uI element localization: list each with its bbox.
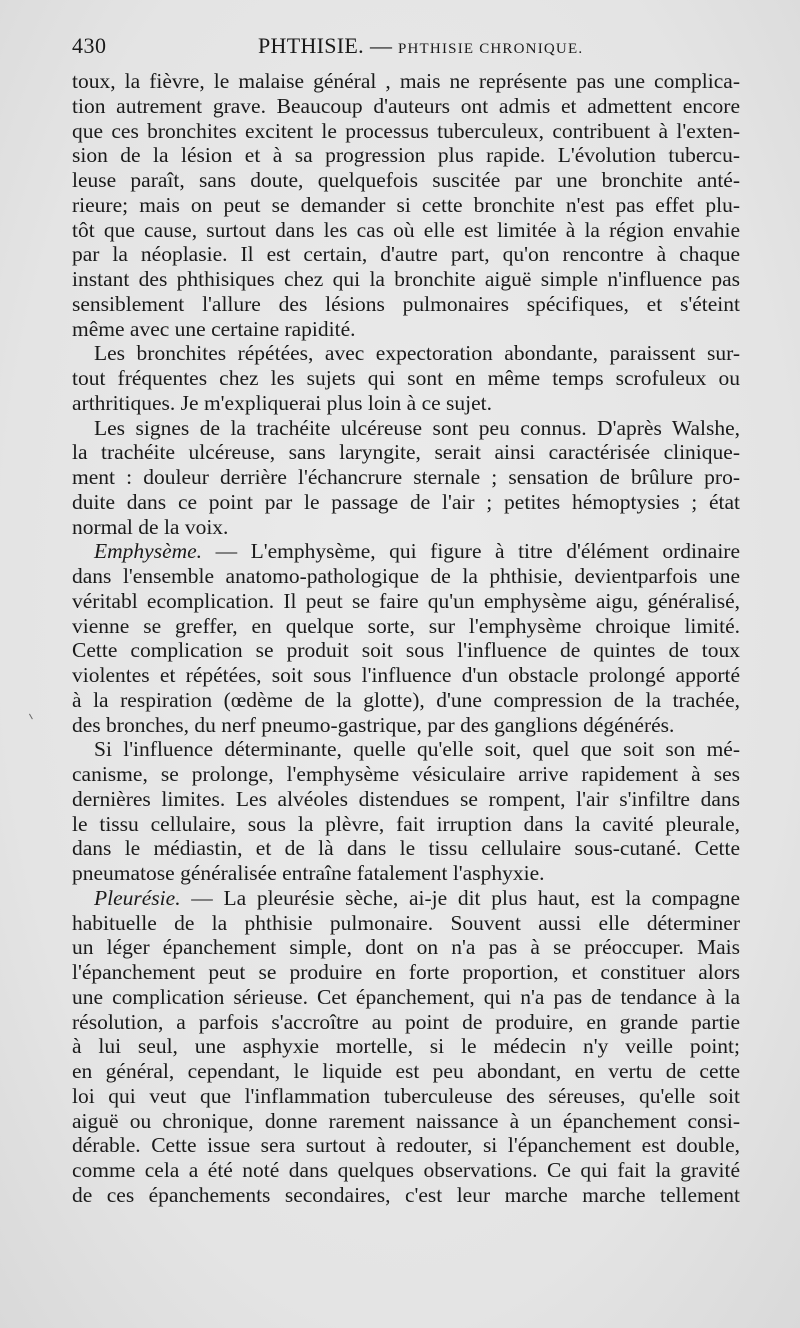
running-title-separator: —: [369, 33, 392, 58]
text-line: à lui seul, une asphyxie mortelle, si le médecin n'y veille point;: [72, 1034, 740, 1059]
paragraph: [72, 416, 740, 540]
text-line: tion autrement grave. Beaucoup d'auteurs ont admis et admettent encore: [72, 93, 740, 118]
text-line: sensiblement l'allure des lésions pulmonaires spécifiques, et s'éteint: [72, 291, 740, 316]
text-line: dans l'ensemble anatomo-pathologique de la phthisie, devientparfois une: [72, 564, 740, 588]
text-line: dérable. Cette issue sera surtout à redouter, si l'épanchement est double,: [72, 1133, 740, 1158]
text-line: arthritiques. Je m'expliquerai plus loin à ce sujet.: [72, 390, 493, 415]
text-line: tout fréquentes chez les sujets qui sont en même temps scrofuleux ou: [72, 366, 740, 390]
text-line: ment : douleur derrière l'échancrure sternale ; sensation de brûlure pro-: [72, 465, 740, 489]
section-lead-pleuresie: Pleurésie.: [94, 885, 181, 910]
text-line: de ces épanchements secondaires, c'est leur marche marche tellement: [72, 1182, 740, 1207]
text-line-rest: — L'emphysème, qui figure à titre d'élément ordinaire: [202, 539, 740, 564]
text-line: duite dans ce point par le passage de l'air ; petites hémoptysies ; état: [72, 489, 740, 514]
text-line: comme cela a été noté dans quelques observations. Ce qui fait la gravité: [72, 1158, 740, 1182]
text-line: tôt que cause, surtout dans les cas où elle est limitée à la région envahie: [72, 217, 740, 242]
text-line: Si l'influence déterminante, quelle qu'elle soit, quel que soit son mé-: [94, 737, 740, 762]
text-line: une complication sérieuse. Cet épanchement, qui n'a pas de tendance à la: [72, 984, 740, 1009]
paragraph-pleuresie: [72, 886, 740, 1208]
text-line: canisme, se prolonge, l'emphysème vésiculaire arrive rapidement à ses: [72, 762, 740, 786]
page-header: [72, 33, 740, 63]
text-line: un léger épanchement simple, dont on n'a pas à se préoccuper. Mais: [72, 935, 740, 960]
text-line: que ces bronchites excitent le processus tuberculeux, contribuent à l'exten-: [72, 118, 740, 143]
text-line: le tissu cellulaire, sous la plèvre, fait irruption dans la cavité pleurale,: [72, 811, 740, 836]
running-title: [258, 33, 583, 59]
text-line: aiguë ou chronique, donne rarement naissance à un épanchement consi-: [72, 1108, 740, 1133]
text-line: sion de la lésion et à sa progression plus rapide. L'évolution tubercu-: [72, 143, 740, 168]
text-line: en général, cependant, le liquide est peu abondant, en vertu de cette: [72, 1059, 740, 1083]
text-line: l'épanchement peut se produire en forte proportion, et constituer alors: [72, 960, 740, 984]
text-line: instant des phthisiques chez qui la bronchite aiguë simple n'influence pas: [72, 267, 740, 291]
text-line: vienne se greffer, en quelque sorte, sur l'emphysème chroique limité.: [72, 613, 740, 638]
text-line: Les bronchites répétées, avec expectoration abondante, paraissent sur-: [94, 341, 740, 366]
text-line: violentes et répétées, soit sous l'influence d'un obstacle prolongé apporté: [72, 663, 740, 687]
margin-mark: [29, 711, 38, 720]
text-line: [72, 539, 740, 564]
body-text: [72, 69, 740, 1208]
text-line: loi qui veut que l'inflammation tuberculeuse des séreuses, qu'elle soit: [72, 1083, 740, 1108]
text-line: dernières limites. Les alvéoles distendues se rompent, l'air s'infiltre dans: [72, 786, 740, 811]
page-number: 430: [72, 33, 107, 58]
paragraph-emphyseme: [72, 539, 740, 737]
text-line: leuse paraît, sans doute, quelquefois suscitée par une bronchite anté-: [72, 168, 740, 192]
text-line: même avec une certaine rapidité.: [72, 316, 356, 341]
running-title-sub: PHTHISIE CHRONIQUE.: [397, 41, 584, 57]
text-line: véritabl ecomplication. Il peut se faire qu'un emphysème aigu, généralisé,: [72, 588, 740, 613]
text-line: normal de la voix.: [72, 514, 229, 539]
paragraph: [72, 69, 740, 341]
paragraph: [72, 737, 740, 886]
text-line: résolution, a parfois s'accroître au point de produire, en grande partie: [72, 1009, 740, 1034]
paragraph: [72, 341, 740, 415]
text-line: Cette complication se produit soit sous l'influence de quintes de toux: [72, 638, 740, 663]
section-lead-emphyseme: Emphysème.: [94, 539, 203, 564]
text-line: toux, la fièvre, le malaise général , mais ne représente pas une complica-: [72, 69, 740, 93]
text-line: des bronches, du nerf pneumo-gastrique, par des ganglions dégénérés.: [72, 712, 675, 737]
text-line: la trachéite ulcéreuse, sans laryngite, serait ainsi caractérisée clinique-: [72, 440, 740, 465]
text-line: pneumatose généralisée entraîne fatalement l'asphyxie.: [72, 861, 545, 885]
text-line: habituelle de la phthisie pulmonaire. Souvent aussi elle déterminer: [72, 910, 740, 935]
text-line: Les signes de la trachéite ulcéreuse sont peu connus. D'après Walshe,: [94, 415, 740, 440]
text-line: dans le médiastin, et de là dans le tissu cellulaire sous-cutané. Cette: [72, 836, 740, 861]
text-line: rieure; mais on peut se demander si cette bronchite n'est pas effet plu-: [72, 192, 740, 217]
text-line: par la néoplasie. Il est certain, d'autre part, qu'on rencontre à chaque: [72, 242, 740, 267]
text-line: à la respiration (œdème de la glotte), d'une compression de la trachée,: [72, 687, 740, 712]
running-title-main: PHTHISIE.: [258, 33, 364, 58]
text-line: [72, 886, 740, 911]
text-line-rest: — La pleurésie sèche, ai-je dit plus haut, est la compagne: [180, 885, 740, 910]
